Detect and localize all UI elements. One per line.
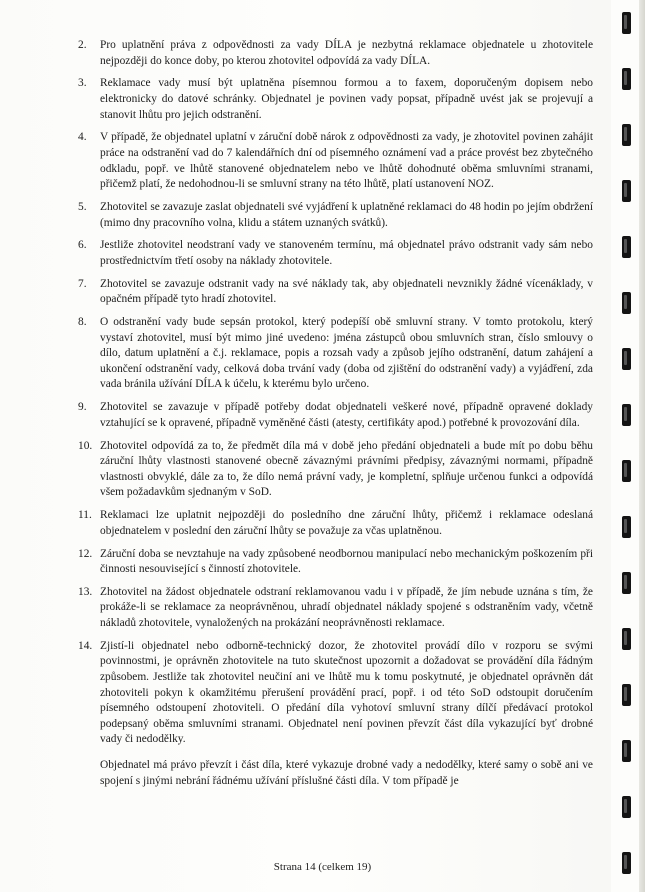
binding-coil-icon xyxy=(622,852,631,874)
binding-coil-icon xyxy=(622,124,631,146)
list-item xyxy=(78,238,593,269)
list-item xyxy=(78,277,593,308)
binding-coil-icon xyxy=(622,180,631,202)
list-item xyxy=(78,439,593,501)
binding-coil-icon xyxy=(622,516,631,538)
list-item xyxy=(78,130,593,192)
binding-coil-icon xyxy=(622,628,631,650)
page-footer: Strana 14 (celkem 19) xyxy=(273,861,372,873)
item-number: 14. xyxy=(78,639,93,652)
item-number: 11. xyxy=(78,509,92,522)
item-number: 9. xyxy=(78,401,87,414)
item-number: 5. xyxy=(78,200,87,213)
spiral-binding xyxy=(611,0,645,892)
item-text: Zhotovitel se zavazuje zaslat objednateli své vyjádření k uplatněné reklamaci do 48 hodin po jejím obdržení (mimo dny pracovního volna, klidu a státem uznaných svátků). xyxy=(100,200,593,229)
list-item xyxy=(78,200,593,231)
binding-coil-icon xyxy=(622,572,631,594)
item-number: 4. xyxy=(78,131,87,144)
item-text: O odstranění vady bude sepsán protokol, který podepíší obě smluvní strany. V tomto protokolu, který vystaví zhotovitel, musí být mimo jiné uvedeno: jména zástupců obou smluvních stran, číslo smlouvy o dílo, datum uplatnění a č.j. reklamace, popis a rozsah vady a způsob jejího odstranění, datum zahájení a ukončení odstranění vady, celková doba trvání vady (doba od zjištění do odstranění vady) a vyjádření, zda vada bránila užívání DÍLA k účelu, k kterému bylo určeno. xyxy=(100,316,593,391)
list-item xyxy=(78,585,593,632)
item-text: Zjistí-li objednatel nebo odborně-technický dozor, že zhotovitel provádí dílo v rozporu se svými povinnostmi, je oprávněn zhotovitele na tuto skutečnost upozornit a dožadovat se provádění díla řádným způsobem. Jestliže tak zhotovitel neučiní ani ve lhůtě mu k tomu poskytnuté, je objednatel oprávněn dát zhotoviteli pokyn k okamžitému přerušení provádění prací, popř. i od této SoD odstoupit doručením písemného odstoupení zhotoviteli. O předání díla vyhotoví smluvní strany dílčí předávací protokol podepsaný oběma smluvními stranami. Objednatel není povinen převzít část díla vykazující byť drobné vady či nedodělky. xyxy=(100,639,593,746)
item-number: 6. xyxy=(78,239,87,252)
list-item xyxy=(78,547,593,578)
item-number: 13. xyxy=(78,585,93,598)
item-text: Zhotovitel se zavazuje v případě potřeby dodat objednateli veškeré nové, případně opravené doklady vztahující se k opravené, případně vyměněné části (atesty, certifikáty apod.) potřebné k provozování díla. xyxy=(100,401,593,429)
item-number: 3. xyxy=(78,77,87,90)
item-number: 2. xyxy=(78,39,87,51)
item-number: 7. xyxy=(78,277,87,290)
binding-coil-icon xyxy=(622,236,631,258)
item-text: Jestliže zhotovitel neodstraní vady ve stanoveném termínu, má objednatel právo odstranit vady sám nebo prostřednictvím třetí osoby na náklady zhotovitele. xyxy=(100,239,593,267)
binding-coil-icon xyxy=(622,348,631,370)
page-content xyxy=(78,38,593,789)
item-text: Pro uplatnění práva z odpovědnosti za vady DÍLA je nezbytná reklamace objednatele u zhotovitele nejpozději do konce doby, po kterou zhotovitel odpovídá za vady DÍLA. xyxy=(100,39,593,67)
list-item xyxy=(78,400,593,431)
item-text: Zhotovitel na žádost objednatele odstraní reklamovanou vadu i v případě, že jím nebude uznána s tím, že prokáže-li se reklamace za neoprávněnou, uhradí objednatel náklady spojené s odstraněním vady, včetně nákladů zhotovitele, vynaložených na prokázání neoprávněnosti reklamace. xyxy=(100,585,593,630)
item-text: V případě, že objednatel uplatní v záruční době nárok z odpovědnosti za vady, je zhotovitel povinen zahájit práce na odstranění vad do 7 kalendářních dní od písemného oznámení vad a práce provést bez zbytečného odkladu, popř. ve lhůtě stanovené objednatelem nebo ve lhůtě dohodnuté oběma smluvními stranami, přičemž platí, že nedohodnou-li se smluvní strany na této lhůtě, platí ustanovení NOZ. xyxy=(100,131,593,191)
item-number: 12. xyxy=(78,547,93,560)
item-text: Zhotovitel odpovídá za to, že předmět díla má v době jeho předání objednateli a bude mít po dobu běhu záruční lhůty vlastnosti stanovené obecně závaznými právními předpisy, závaznými normami, případně vlastnosti obvyklé, dále za to, že dílo nemá právní vady, je kompletní, splňuje určenou funkci a odpovídá všem požadavkům sjednaným v SoD. xyxy=(100,439,593,499)
list-item xyxy=(78,38,593,69)
closing-paragraph: Objednatel má právo převzít i část díla, které vykazuje drobné vady a nedodělky, které samy o sobě ani ve spojení s jinými nebrání řádnému užívání příslušné části díla. V tom případě je xyxy=(100,759,593,787)
item-text: Reklamaci lze uplatnit nejpozději do posledního dne záruční lhůty, přičemž i reklamace odeslaná objednatelem v poslední den záruční lhůty se považuje za včas uplatněnou. xyxy=(100,509,593,537)
item-text: Zhotovitel se zavazuje odstranit vady na své náklady tak, aby objednateli nevznikly žádné vícenáklady, v opačném případě tyto hradí zhotovitel. xyxy=(100,277,593,306)
binding-coil-icon xyxy=(622,292,631,314)
item-number: 10. xyxy=(78,439,93,452)
item-text: Záruční doba se nevztahuje na vady způsobené neodbornou manipulací nebo mechanickým poškozením při činnosti nesouvisející s činností zhotovitele. xyxy=(100,547,593,576)
list-item xyxy=(78,639,593,748)
binding-coil-icon xyxy=(622,460,631,482)
binding-coil-icon xyxy=(622,740,631,762)
item-text: Reklamace vady musí být uplatněna písemnou formou a to faxem, doporučeným dopisem nebo elektronicky do datové schránky. Objednatel je povinen vady popsat, případně uvést jak se projevují a stanovit lhůtu pro jejich odstranění. xyxy=(100,77,593,121)
item-number: 8. xyxy=(78,316,87,329)
list-item xyxy=(78,315,593,393)
binding-coil-icon xyxy=(622,684,631,706)
list-item xyxy=(78,76,593,123)
list-item xyxy=(78,508,593,539)
binding-coil-icon xyxy=(622,12,631,34)
binding-coil-icon xyxy=(622,796,631,818)
binding-coil-icon xyxy=(622,68,631,90)
binding-coil-icon xyxy=(622,404,631,426)
page-edge xyxy=(639,0,645,892)
